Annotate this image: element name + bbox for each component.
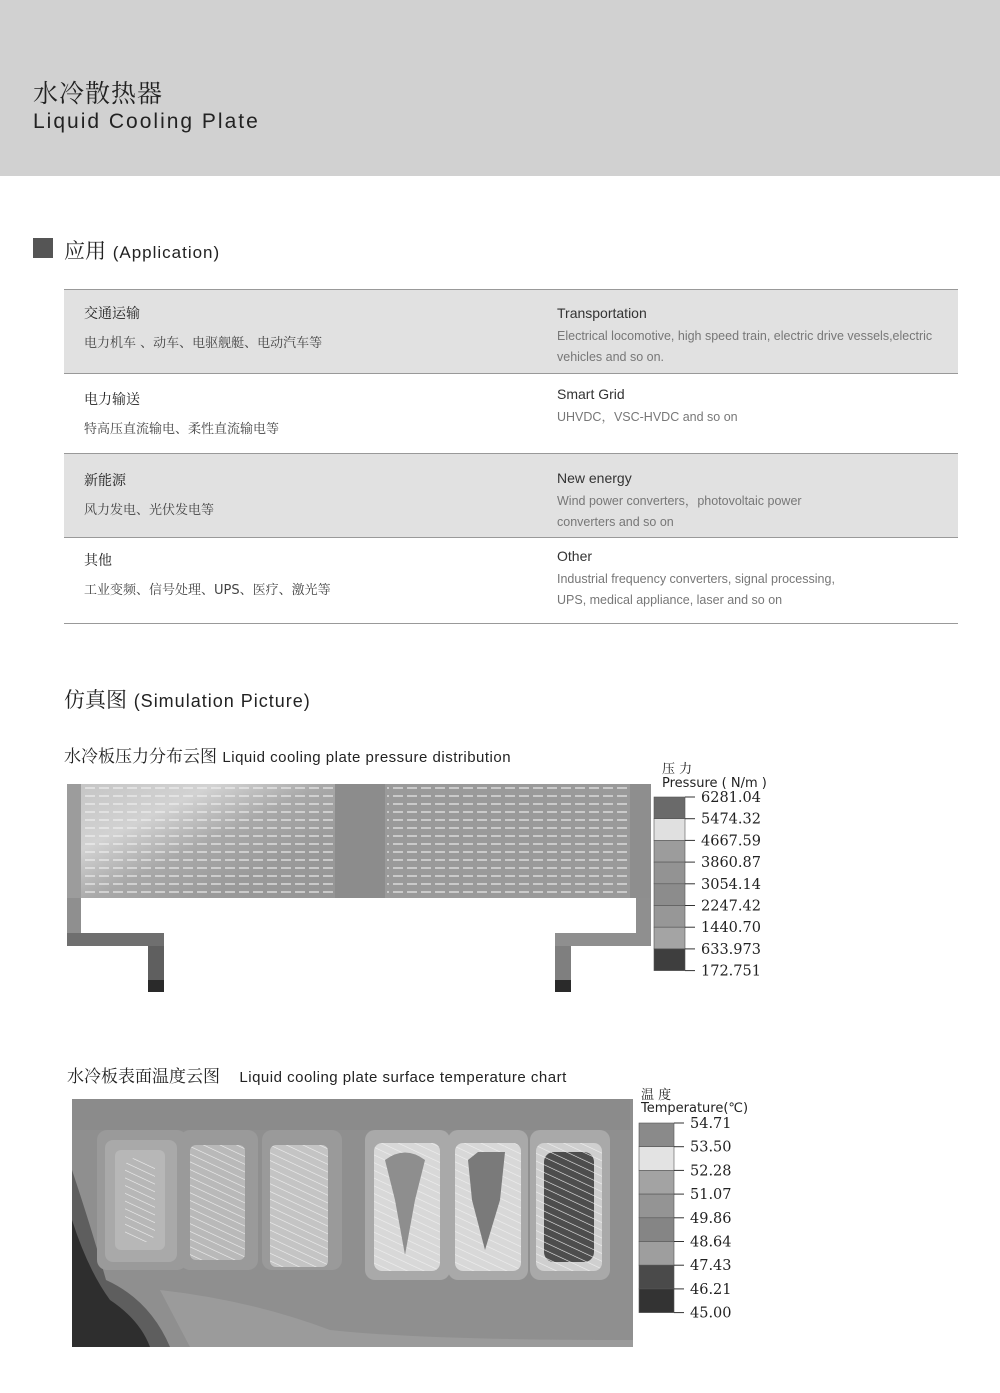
pressure-legend-label: 6281.04 xyxy=(701,790,761,806)
page-title-cn: 水冷散热器 xyxy=(33,79,164,108)
temperature-legend-label: 47.43 xyxy=(690,1258,732,1275)
pressure-caption-en: Liquid cooling plate pressure distribution xyxy=(222,749,512,766)
temperature-legend-label: 54.71 xyxy=(690,1116,732,1132)
pressure-legend xyxy=(640,755,800,990)
row-cn-desc: 特高压直流输电、柔性直流输电等 xyxy=(84,422,280,437)
application-table xyxy=(64,289,958,624)
pressure-legend-label: 2247.42 xyxy=(701,898,761,915)
pressure-legend-swatch xyxy=(654,840,685,862)
pressure-legend-swatch xyxy=(654,927,685,949)
row-en-title: Other xyxy=(557,548,593,564)
en-cell xyxy=(557,305,952,368)
temperature-legend-label: 45.00 xyxy=(690,1305,732,1322)
en-cell xyxy=(557,548,857,611)
pressure-caption-cn: 水冷板压力分布云图 xyxy=(64,747,217,767)
pressure-legend-label: 172.751 xyxy=(701,963,761,980)
row-cn-title: 其他 xyxy=(84,553,112,569)
temperature-legend-swatch xyxy=(639,1123,674,1147)
temperature-legend-label: 51.07 xyxy=(690,1187,732,1204)
temperature-legend xyxy=(630,1080,770,1325)
cn-cell xyxy=(84,303,322,351)
temperature-chart-caption xyxy=(67,1062,567,1087)
temperature-legend-swatch xyxy=(639,1265,674,1289)
temperature-legend-label: 46.21 xyxy=(690,1281,732,1298)
temperature-legend-label: 53.50 xyxy=(690,1139,732,1156)
temperature-legend-swatch xyxy=(639,1242,674,1266)
row-cn-title: 电力输送 xyxy=(84,392,140,408)
en-cell xyxy=(557,386,952,428)
table-row xyxy=(64,374,958,454)
header-band xyxy=(0,0,1000,176)
row-cn-desc: 工业变频、信号处理、UPS、医疗、激光等 xyxy=(84,583,331,598)
page-title-en: Liquid Cooling Plate xyxy=(33,110,260,133)
temperature-legend-title-en: Temperature(℃) xyxy=(641,1101,749,1116)
table-row xyxy=(64,538,958,624)
row-en-desc: Wind power converters，photovoltaic power converters and so on xyxy=(557,494,802,529)
row-en-title: Smart Grid xyxy=(557,386,625,402)
temperature-legend-swatch xyxy=(639,1218,674,1242)
simulation-section-title xyxy=(64,684,311,714)
temperature-legend-swatch xyxy=(639,1147,674,1171)
temperature-caption-en: Liquid cooling plate surface temperature chart xyxy=(239,1069,567,1086)
pressure-legend-label: 633.973 xyxy=(701,941,761,958)
pressure-legend-swatch xyxy=(654,797,685,819)
table-row xyxy=(64,290,958,374)
row-en-desc: Industrial frequency converters, signal processing, UPS, medical appliance, laser and so on xyxy=(557,572,835,607)
pressure-legend-title-cn: 压 力 xyxy=(662,762,693,777)
table-row xyxy=(64,454,958,538)
cn-cell xyxy=(84,389,279,437)
section-marker-square xyxy=(33,238,53,258)
row-en-title: Transportation xyxy=(557,305,647,321)
row-cn-title: 交通运输 xyxy=(84,306,140,322)
pressure-legend-swatch xyxy=(654,949,685,971)
temperature-legend-label: 52.28 xyxy=(690,1163,732,1180)
row-en-desc: UHVDC，VSC-HVDC and so on xyxy=(557,410,738,424)
cn-cell xyxy=(84,550,331,598)
temperature-legend-label: 49.86 xyxy=(690,1210,732,1227)
pressure-legend-title-en: Pressure ( N/m ) xyxy=(662,776,767,791)
application-section-title xyxy=(64,235,220,265)
pressure-legend-swatch xyxy=(654,862,685,884)
temperature-caption-cn: 水冷板表面温度云图 xyxy=(67,1067,220,1087)
row-cn-desc: 电力机车 、动车、电驱舰艇、电动汽车等 xyxy=(84,336,323,351)
pressure-legend-swatch xyxy=(654,884,685,906)
module-left-group xyxy=(97,1130,342,1270)
temperature-distribution-image xyxy=(0,1095,650,1355)
application-title-en: (Application) xyxy=(112,243,221,262)
en-cell xyxy=(557,470,827,533)
temperature-legend-swatch xyxy=(639,1194,674,1218)
temperature-legend-swatch xyxy=(639,1170,674,1194)
temperature-legend-title-cn: 温 度 xyxy=(641,1088,672,1103)
pressure-legend-label: 3860.87 xyxy=(701,855,761,872)
pressure-legend-swatch xyxy=(654,819,685,841)
pressure-legend-label: 4667.59 xyxy=(701,833,761,850)
simulation-title-en: (Simulation Picture) xyxy=(133,691,311,711)
row-cn-title: 新能源 xyxy=(84,473,126,489)
pressure-legend-label: 5474.32 xyxy=(701,811,761,828)
application-title-cn: 应用 xyxy=(64,239,106,263)
temperature-legend-swatch xyxy=(639,1289,674,1313)
temperature-legend-label: 48.64 xyxy=(690,1234,732,1251)
cn-cell xyxy=(84,470,214,518)
row-en-title: New energy xyxy=(557,470,632,486)
simulation-title-cn: 仿真图 xyxy=(64,688,127,712)
pressure-legend-swatch xyxy=(654,906,685,928)
row-cn-desc: 风力发电、光伏发电等 xyxy=(84,503,215,518)
pressure-legend-label: 1440.70 xyxy=(701,920,761,937)
pressure-legend-label: 3054.14 xyxy=(701,876,761,893)
row-en-desc: Electrical locomotive, high speed train, electric drive vessels,electric vehicles and so on. xyxy=(557,329,933,364)
module-right-group xyxy=(365,1130,610,1280)
